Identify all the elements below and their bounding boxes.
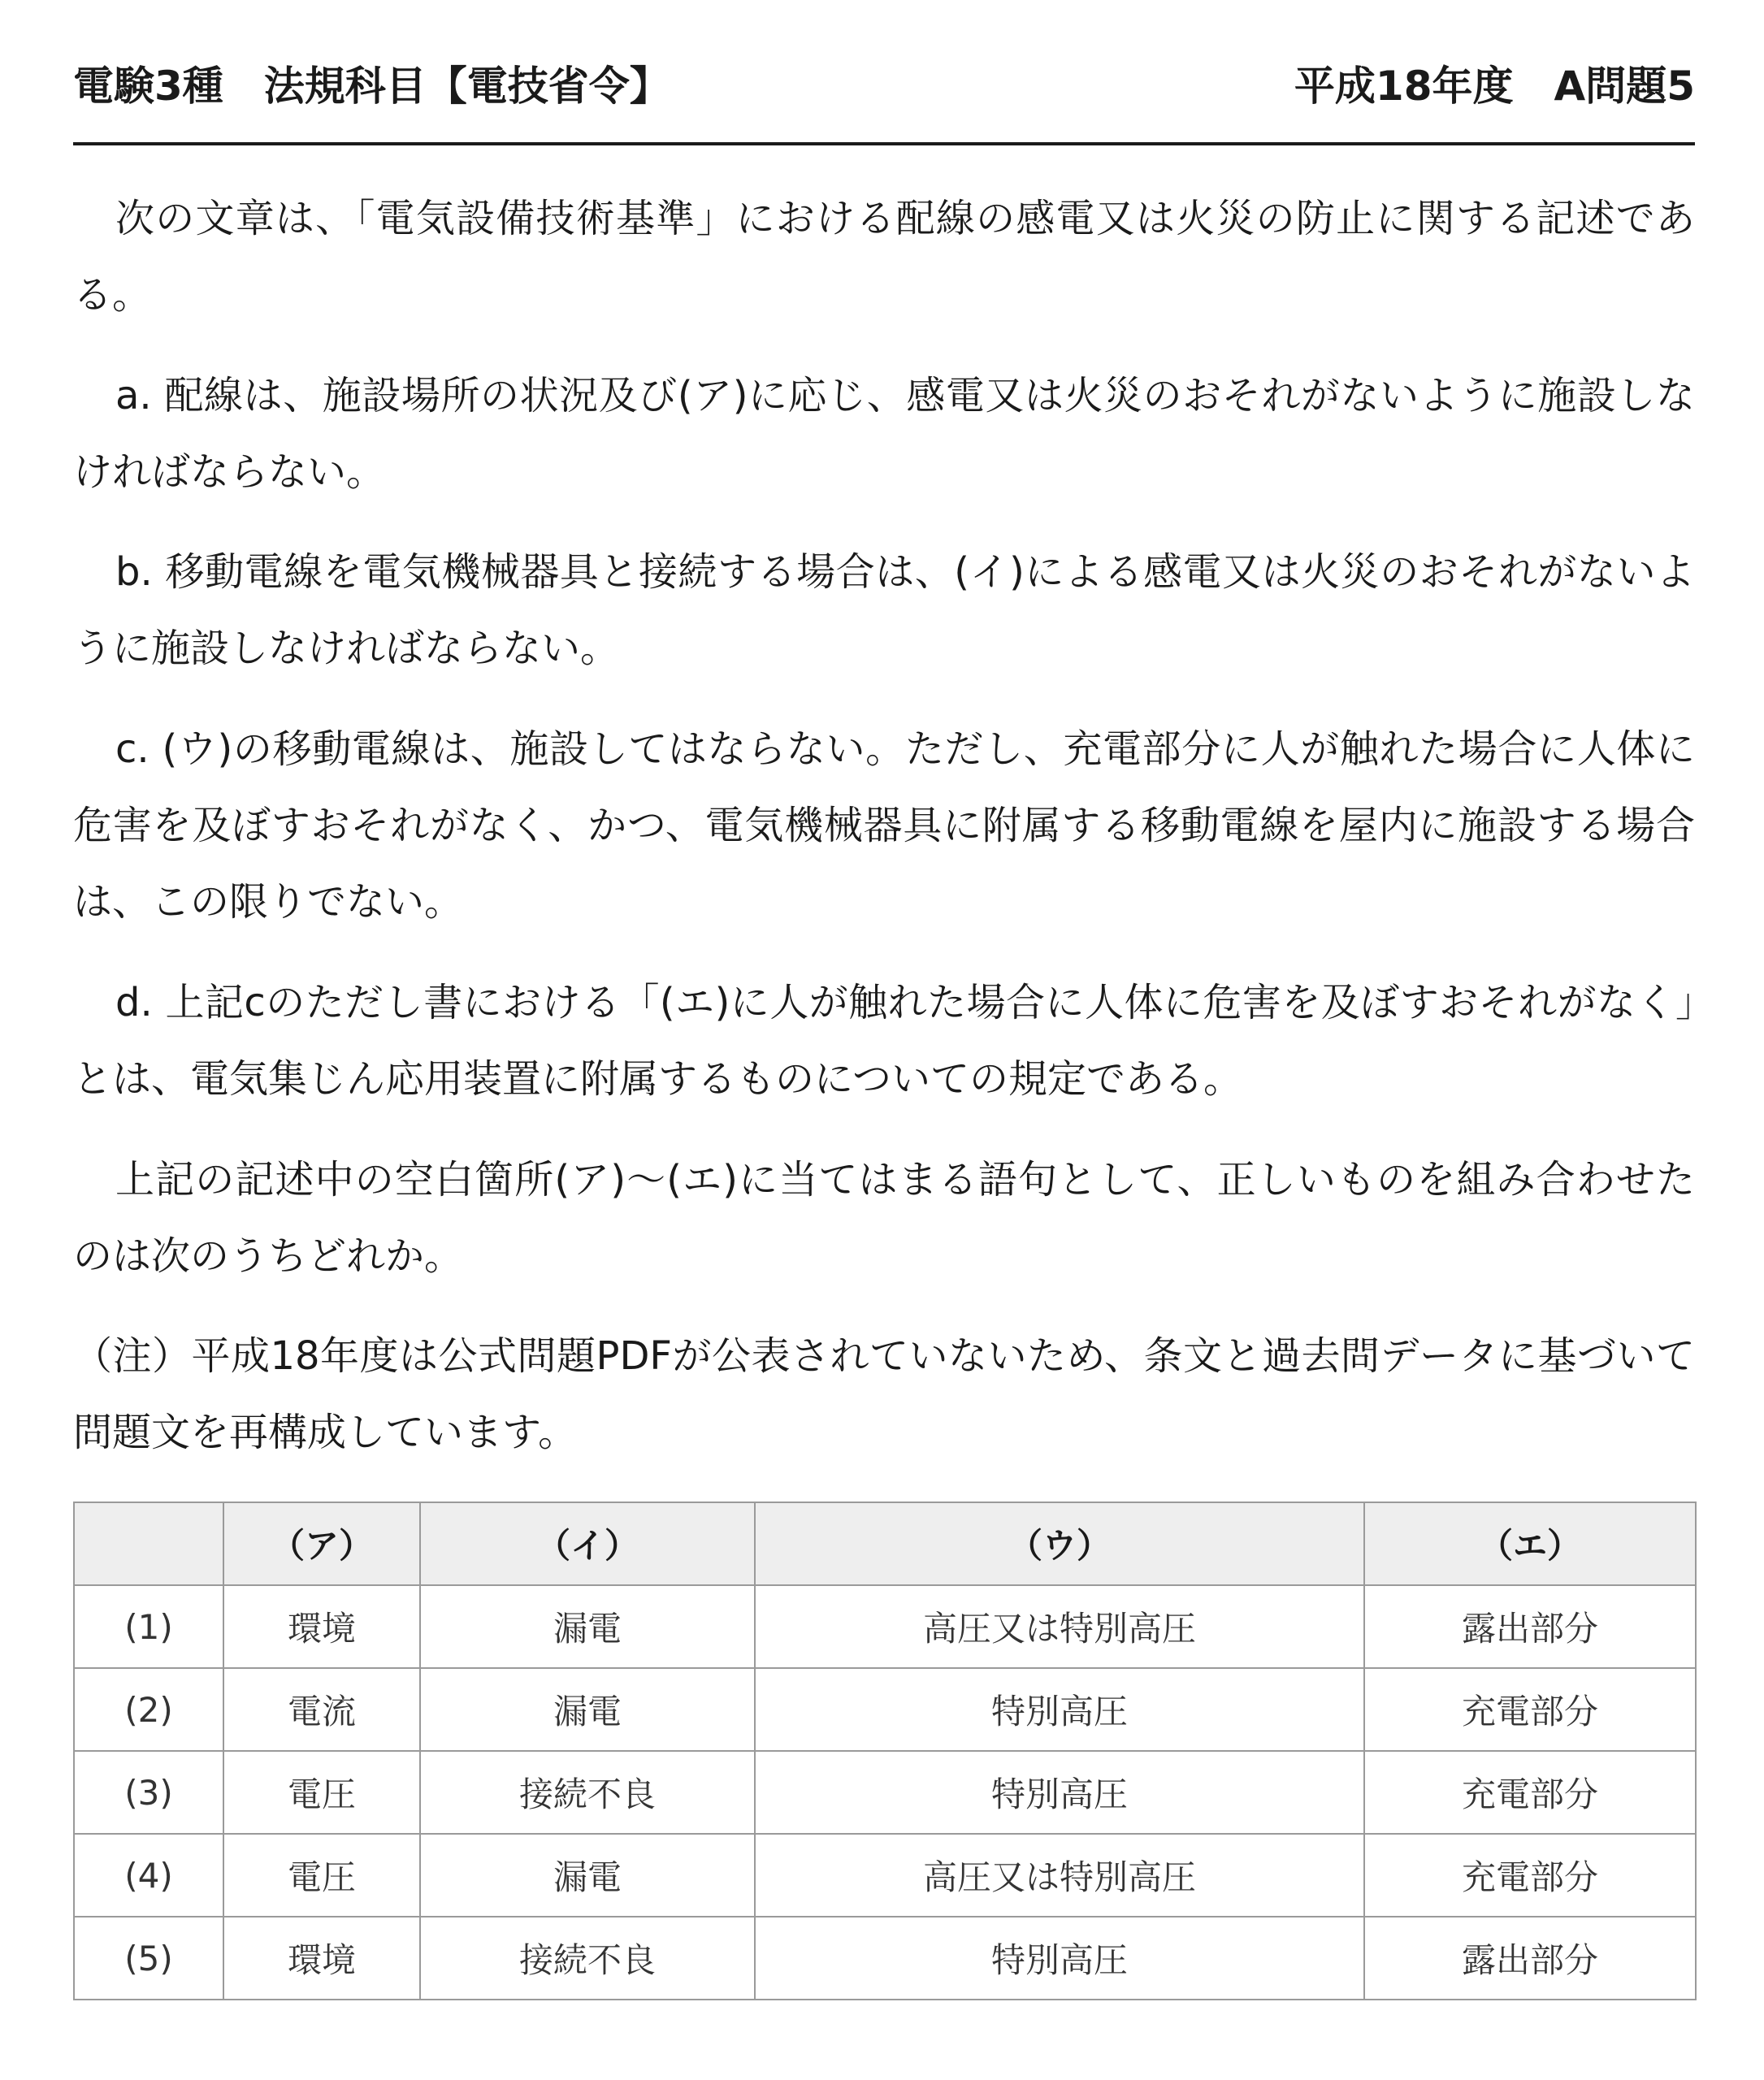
note-paragraph: （注）平成18年度は公式問題PDFが公表されていないため、条文と過去問データに基づいて問題文を再構成しています。 [73,1333,1695,1455]
table-cell: 漏電 [420,1834,755,1917]
table-cell: 高圧又は特別高圧 [755,1585,1364,1668]
table-cell: 漏電 [420,1585,755,1668]
question-paragraph: 上記の記述中の空白箇所(ア)～(エ)に当てはまる語句として、正しいものを組み合わせたのは次のうちどれか。 [73,1157,1695,1279]
item-a: a. 配線は、施設場所の状況及び(ア)に応じ、感電又は火災のおそれがないように施設しなければならない。 [73,373,1695,495]
subject-title: 電験3種 法規科目【電技省令】 [73,63,670,110]
table-row [74,1751,1696,1834]
table-cell: 接続不良 [420,1751,755,1834]
table-cell: 特別高圧 [755,1751,1364,1834]
table-cell: 特別高圧 [755,1668,1364,1751]
table-cell: 充電部分 [1364,1834,1696,1917]
header-cell-i: （イ） [420,1502,755,1585]
table-row [74,1668,1696,1751]
table-header-row [74,1502,1696,1585]
table-cell: 露出部分 [1364,1917,1696,2000]
item-d: d. 上記cのただし書における「(エ)に人が触れた場合に人体に危害を及ぼすおそれがなく」とは、電気集じん応用装置に附属するものについての規定である。 [73,980,1695,1102]
choice-number: (3) [74,1751,223,1834]
page-header [73,49,1695,145]
table-cell: 電流 [223,1668,420,1751]
header-cell-blank [74,1502,223,1585]
table-cell: 環境 [223,1585,420,1668]
header-cell-a: （ア） [223,1502,420,1585]
table-row [74,1585,1696,1668]
table-cell: 電圧 [223,1751,420,1834]
answer-choices-table [73,1502,1697,2000]
choice-number: (5) [74,1917,223,2000]
choice-number: (2) [74,1668,223,1751]
table-cell: 電圧 [223,1834,420,1917]
table-row [74,1917,1696,2000]
header-cell-e: （エ） [1364,1502,1696,1585]
item-b: b. 移動電線を電気機械器具と接続する場合は、(イ)による感電又は火災のおそれがないように施設しなければならない。 [73,549,1695,671]
table-cell: 露出部分 [1364,1585,1696,1668]
choice-number: (1) [74,1585,223,1668]
table-cell: 高圧又は特別高圧 [755,1834,1364,1917]
table-row [74,1834,1696,1917]
table-cell: 特別高圧 [755,1917,1364,2000]
problem-number: 平成18年度 A問題5 [1294,63,1695,110]
table-cell: 環境 [223,1917,420,2000]
table-cell: 漏電 [420,1668,755,1751]
choice-number: (4) [74,1834,223,1917]
header-cell-u: （ウ） [755,1502,1364,1585]
table-cell: 接続不良 [420,1917,755,2000]
intro-paragraph: 次の文章は、「電気設備技術基準」における配線の感電又は火災の防止に関する記述である。 [73,196,1695,318]
table-cell: 充電部分 [1364,1668,1696,1751]
item-c: c. (ウ)の移動電線は、施設してはならない。ただし、充電部分に人が触れた場合に人体に危害を及ぼすおそれがなく、かつ、電気機械器具に附属する移動電線を屋内に施設する場合は、この限りでない。 [73,726,1695,925]
table-cell: 充電部分 [1364,1751,1696,1834]
